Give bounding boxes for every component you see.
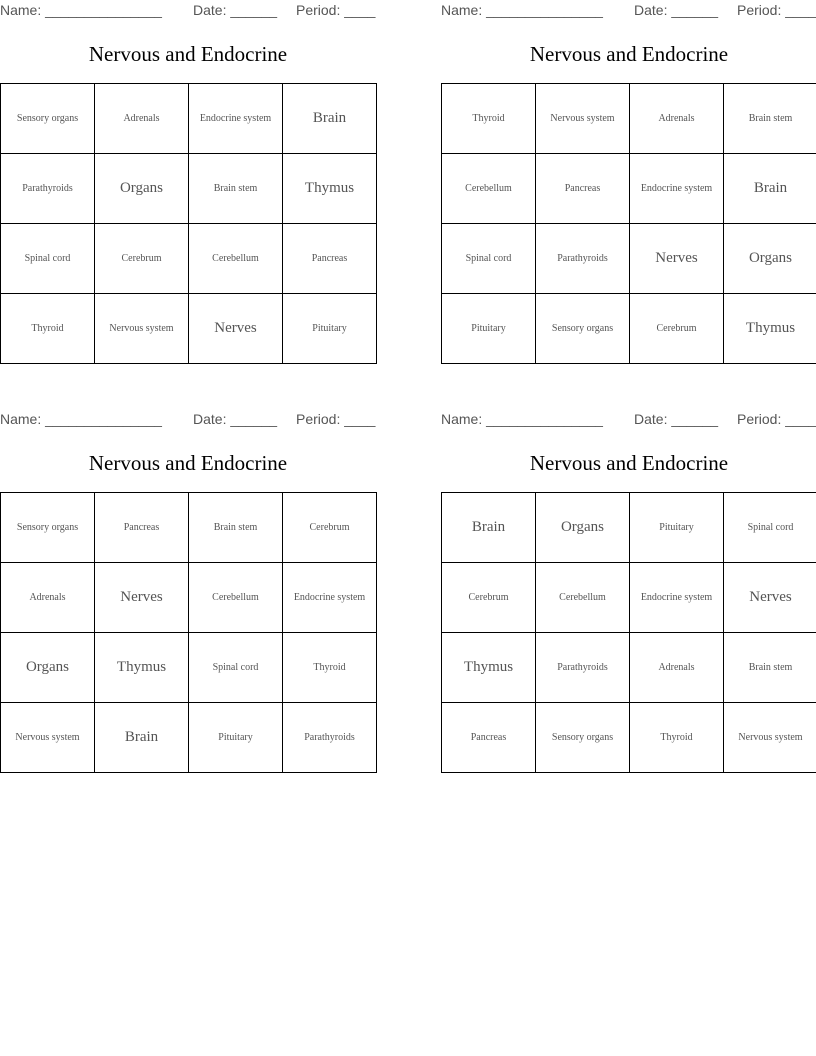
grid-cell: Brain stem — [724, 84, 816, 154]
card-title: Nervous and Endocrine — [529, 42, 729, 66]
name-field: Name: _______________ — [0, 411, 162, 427]
grid-row — [442, 84, 816, 154]
grid-row — [442, 563, 816, 633]
grid-cell: Endocrine system — [630, 563, 724, 633]
grid-cell: Nervous system — [724, 703, 816, 773]
grid-cell: Pituitary — [283, 294, 377, 364]
date-field: Date: ______ — [193, 411, 278, 427]
period-field: Period: ____ — [737, 2, 816, 18]
grid-cell: Sensory organs — [1, 84, 95, 154]
grid-row — [1, 294, 377, 364]
grid-row — [442, 154, 816, 224]
grid-cell: Pituitary — [630, 493, 724, 563]
period-field: Period: ____ — [737, 411, 816, 427]
grid-cell: Spinal cord — [1, 224, 95, 294]
grid-cell: Sensory organs — [536, 703, 630, 773]
grid-cell: Spinal cord — [189, 633, 283, 703]
grid-cell: Cerebellum — [536, 563, 630, 633]
grid-cell: Cerebrum — [442, 563, 536, 633]
grid-row — [1, 224, 377, 294]
grid-cell: Organs — [536, 493, 630, 563]
name-field: Name: _______________ — [0, 2, 162, 18]
grid-cell: Pituitary — [442, 294, 536, 364]
grid-cell: Pancreas — [95, 493, 189, 563]
grid-cell: Nerves — [724, 563, 816, 633]
grid-cell: Endocrine system — [630, 154, 724, 224]
grid-cell: Pancreas — [283, 224, 377, 294]
grid-cell: Thyroid — [630, 703, 724, 773]
date-field: Date: ______ — [634, 411, 719, 427]
card-header — [441, 409, 816, 431]
grid-cell: Cerebrum — [95, 224, 189, 294]
grid-row — [442, 703, 816, 773]
period-field: Period: ____ — [296, 2, 376, 18]
grid-cell: Pancreas — [442, 703, 536, 773]
card-header — [0, 0, 376, 22]
grid-row — [1, 633, 377, 703]
grid-cell: Brain — [95, 703, 189, 773]
grid-cell: Parathyroids — [1, 154, 95, 224]
grid-cell: Adrenals — [1, 563, 95, 633]
grid-cell: Thymus — [724, 294, 816, 364]
grid-cell: Cerebellum — [442, 154, 536, 224]
grid-cell: Thyroid — [283, 633, 377, 703]
grid-cell: Pancreas — [536, 154, 630, 224]
card-header — [0, 409, 376, 431]
bingo-card-2 — [441, 0, 816, 365]
grid-cell: Adrenals — [95, 84, 189, 154]
grid-cell: Cerebrum — [283, 493, 377, 563]
date-field: Date: ______ — [193, 2, 278, 18]
card-title: Nervous and Endocrine — [88, 42, 288, 66]
bingo-grid — [0, 83, 377, 364]
date-field: Date: ______ — [634, 2, 719, 18]
bingo-grid — [441, 83, 816, 364]
grid-cell: Cerebellum — [189, 224, 283, 294]
grid-cell: Parathyroids — [283, 703, 377, 773]
grid-cell: Nervous system — [1, 703, 95, 773]
bingo-card-1 — [0, 0, 376, 365]
grid-cell: Pituitary — [189, 703, 283, 773]
grid-row — [1, 703, 377, 773]
grid-cell: Brain stem — [189, 154, 283, 224]
grid-cell: Endocrine system — [189, 84, 283, 154]
grid-row — [442, 493, 816, 563]
grid-cell: Thymus — [283, 154, 377, 224]
bingo-grid — [0, 492, 377, 773]
grid-cell: Thyroid — [442, 84, 536, 154]
grid-cell: Brain stem — [724, 633, 816, 703]
grid-cell: Nervous system — [536, 84, 630, 154]
grid-cell: Spinal cord — [724, 493, 816, 563]
grid-cell: Thymus — [442, 633, 536, 703]
grid-cell: Endocrine system — [283, 563, 377, 633]
grid-row — [1, 84, 377, 154]
grid-cell: Brain — [283, 84, 377, 154]
grid-cell: Cerebellum — [189, 563, 283, 633]
grid-cell: Organs — [1, 633, 95, 703]
grid-cell: Sensory organs — [536, 294, 630, 364]
grid-cell: Adrenals — [630, 633, 724, 703]
grid-cell: Sensory organs — [1, 493, 95, 563]
card-title: Nervous and Endocrine — [88, 451, 288, 475]
bingo-card-3 — [0, 409, 376, 774]
period-field: Period: ____ — [296, 411, 376, 427]
grid-row — [1, 154, 377, 224]
grid-row — [442, 294, 816, 364]
grid-row — [442, 633, 816, 703]
grid-cell: Nervous system — [95, 294, 189, 364]
grid-cell: Brain stem — [189, 493, 283, 563]
grid-cell: Parathyroids — [536, 633, 630, 703]
bingo-grid — [441, 492, 816, 773]
grid-row — [1, 563, 377, 633]
card-title: Nervous and Endocrine — [529, 451, 729, 475]
grid-cell: Brain — [724, 154, 816, 224]
grid-cell: Spinal cord — [442, 224, 536, 294]
grid-cell: Adrenals — [630, 84, 724, 154]
grid-cell: Brain — [442, 493, 536, 563]
name-field: Name: _______________ — [441, 411, 603, 427]
name-field: Name: _______________ — [441, 2, 603, 18]
bingo-card-4 — [441, 409, 816, 774]
grid-cell: Organs — [95, 154, 189, 224]
card-header — [441, 0, 816, 22]
grid-cell: Thymus — [95, 633, 189, 703]
grid-cell: Cerebrum — [630, 294, 724, 364]
grid-cell: Nerves — [189, 294, 283, 364]
grid-row — [1, 493, 377, 563]
grid-row — [442, 224, 816, 294]
grid-cell: Thyroid — [1, 294, 95, 364]
grid-cell: Nerves — [630, 224, 724, 294]
grid-cell: Organs — [724, 224, 816, 294]
grid-cell: Parathyroids — [536, 224, 630, 294]
grid-cell: Nerves — [95, 563, 189, 633]
